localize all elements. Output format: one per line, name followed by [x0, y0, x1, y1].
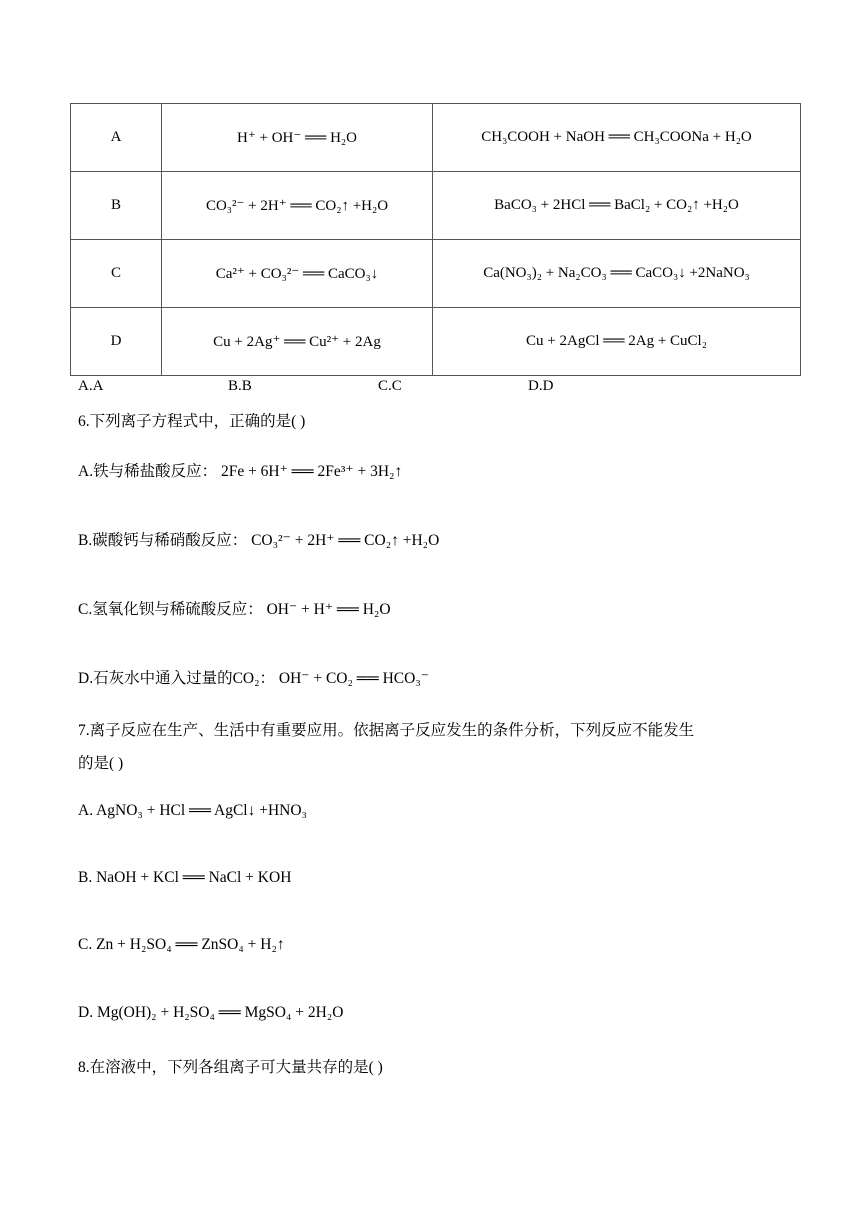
options-table [70, 103, 801, 376]
answer-option-b[interactable]: B.B [228, 378, 252, 394]
option-letter: A [71, 104, 162, 172]
table-row [71, 308, 801, 376]
ionic-equation: Cu + 2Ag⁺ ══ Cu²⁺ + 2Ag [162, 308, 433, 376]
option-letter: D [71, 308, 162, 376]
chemical-equation: Ca(NO₃)₂ + Na₂CO₃ ══ CaCO₃↓ +2NaNO₃ [433, 240, 801, 308]
ionic-equation: Ca²⁺ + CO₃²⁻ ══ CaCO₃↓ [162, 240, 433, 308]
chemical-equation: Cu + 2AgCl ══ 2Ag + CuCl₂ [433, 308, 801, 376]
q7-option-b[interactable]: B. NaOH + KCl ══ NaCl + KOH [78, 869, 292, 886]
q6-stem: 6.下列离子方程式中，正确的是( ) [78, 413, 306, 430]
q6-option-b[interactable]: B.碳酸钙与稀硝酸反应： CO₃²⁻ + 2H⁺ ══ CO₂↑ +H₂O [78, 532, 440, 549]
q7-option-a[interactable]: A. AgNO₃ + HCl ══ AgCl↓ +HNO₃ [78, 802, 307, 819]
table-row [71, 172, 801, 240]
ionic-equation: H⁺ + OH⁻ ══ H₂O [162, 104, 433, 172]
q6-option-a[interactable]: A.铁与稀盐酸反应： 2Fe + 6H⁺ ══ 2Fe³⁺ + 3H₂↑ [78, 463, 403, 480]
q8-stem: 8.在溶液中，下列各组离子可大量共存的是( ) [78, 1059, 383, 1076]
table-row [71, 104, 801, 172]
answer-option-c[interactable]: C.C [378, 378, 402, 394]
q7-stem-line2: 的是( ) [78, 755, 124, 772]
chemical-equation: CH₃COOH + NaOH ══ CH₃COONa + H₂O [433, 104, 801, 172]
chemical-equation: BaCO₃ + 2HCl ══ BaCl₂ + CO₂↑ +H₂O [433, 172, 801, 240]
option-letter: B [71, 172, 162, 240]
q7-option-d[interactable]: D. Mg(OH)₂ + H₂SO₄ ══ MgSO₄ + 2H₂O [78, 1004, 344, 1021]
q7-option-c[interactable]: C. Zn + H₂SO₄ ══ ZnSO₄ + H₂↑ [78, 936, 285, 953]
answer-option-a[interactable]: A.A [78, 378, 104, 394]
q6-option-c[interactable]: C.氢氧化钡与稀硫酸反应： OH⁻ + H⁺ ══ H₂O [78, 601, 391, 618]
table-row [71, 240, 801, 308]
ionic-equation: CO₃²⁻ + 2H⁺ ══ CO₂↑ +H₂O [162, 172, 433, 240]
q6-option-d[interactable]: D.石灰水中通入过量的CO₂： OH⁻ + CO₂ ══ HCO₃⁻ [78, 670, 429, 687]
answer-option-d[interactable]: D.D [528, 378, 554, 394]
q7-stem-line1: 7.离子反应在生产、生活中有重要应用。依据离子反应发生的条件分析，下列反应不能发生 [78, 722, 695, 739]
option-letter: C [71, 240, 162, 308]
